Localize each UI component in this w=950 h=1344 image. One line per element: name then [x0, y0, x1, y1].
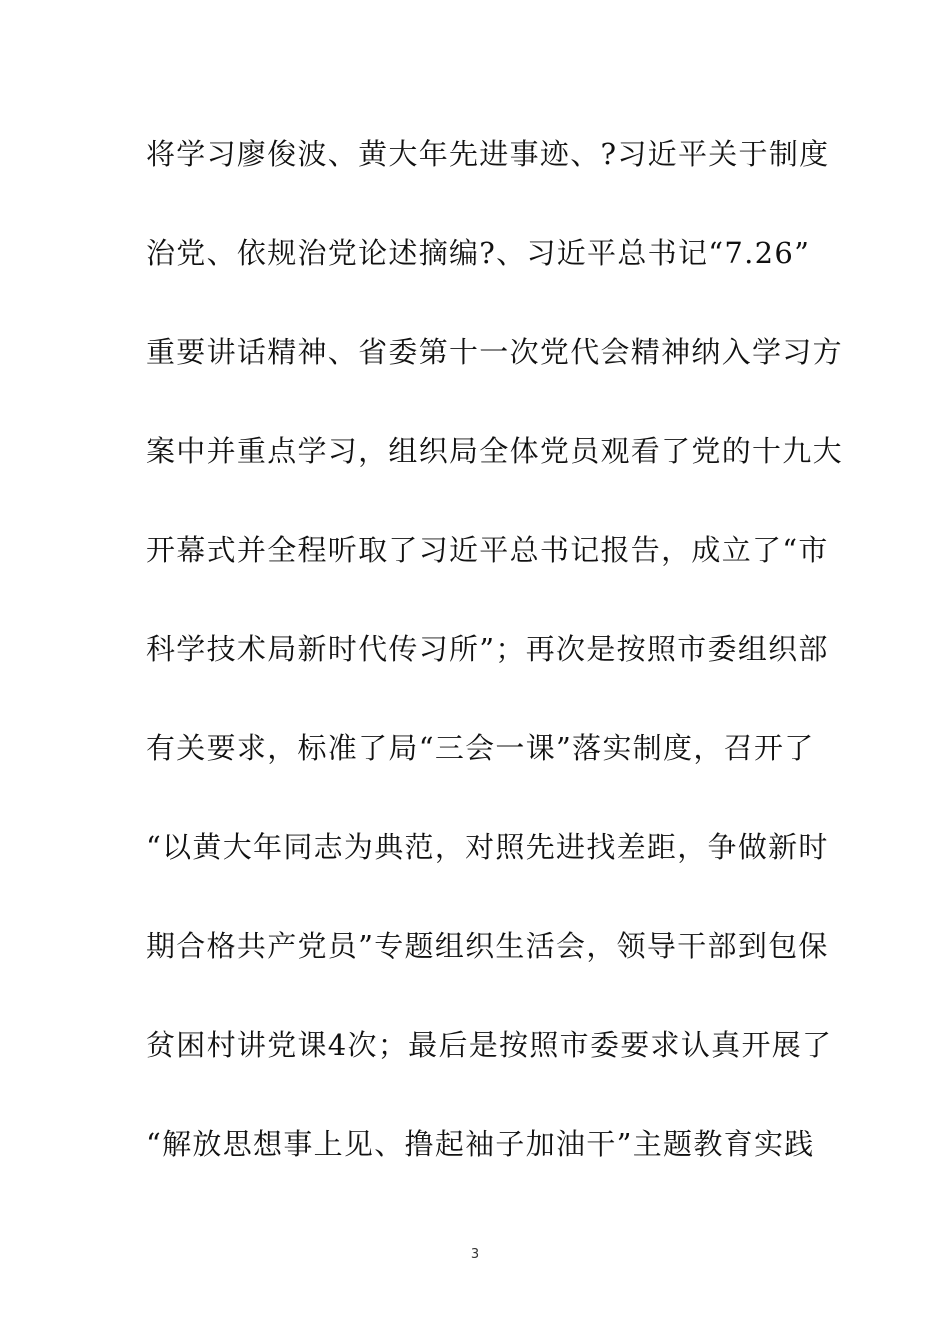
page-number: 3	[470, 1247, 480, 1262]
text-line: 将学习廖俊波、黄大年先进事迹、?习近平关于制度	[146, 137, 830, 171]
text-line: “解放思想事上见、撸起袖子加油干”主题教育实践	[146, 1127, 815, 1161]
body-text	[146, 126, 843, 1215]
text-line: 科学技术局新时代传习所”；再次是按照市委组织部	[146, 632, 829, 666]
text-line: 案中并重点学习，组织局全体党员观看了党的十九大	[146, 434, 843, 468]
text-line: 开幕式并全程听取了习近平总书记报告，成立了“市	[146, 533, 829, 567]
text-line: 重要讲话精神、省委第十一次党代会精神纳入学习方	[146, 335, 843, 369]
text-line: 期合格共产党员”专题组织生活会，领导干部到包保	[146, 929, 829, 963]
text-line: 治党、依规治党论述摘编?、习近平总书记“7.26”	[146, 236, 811, 270]
text-line: “以黄大年同志为典范，对照先进找差距，争做新时	[146, 830, 829, 864]
text-line: 贫困村讲党课4次；最后是按照市委要求认真开展了	[146, 1028, 833, 1062]
text-line: 有关要求，标准了局“三会一课”落实制度，召开了	[146, 731, 815, 765]
